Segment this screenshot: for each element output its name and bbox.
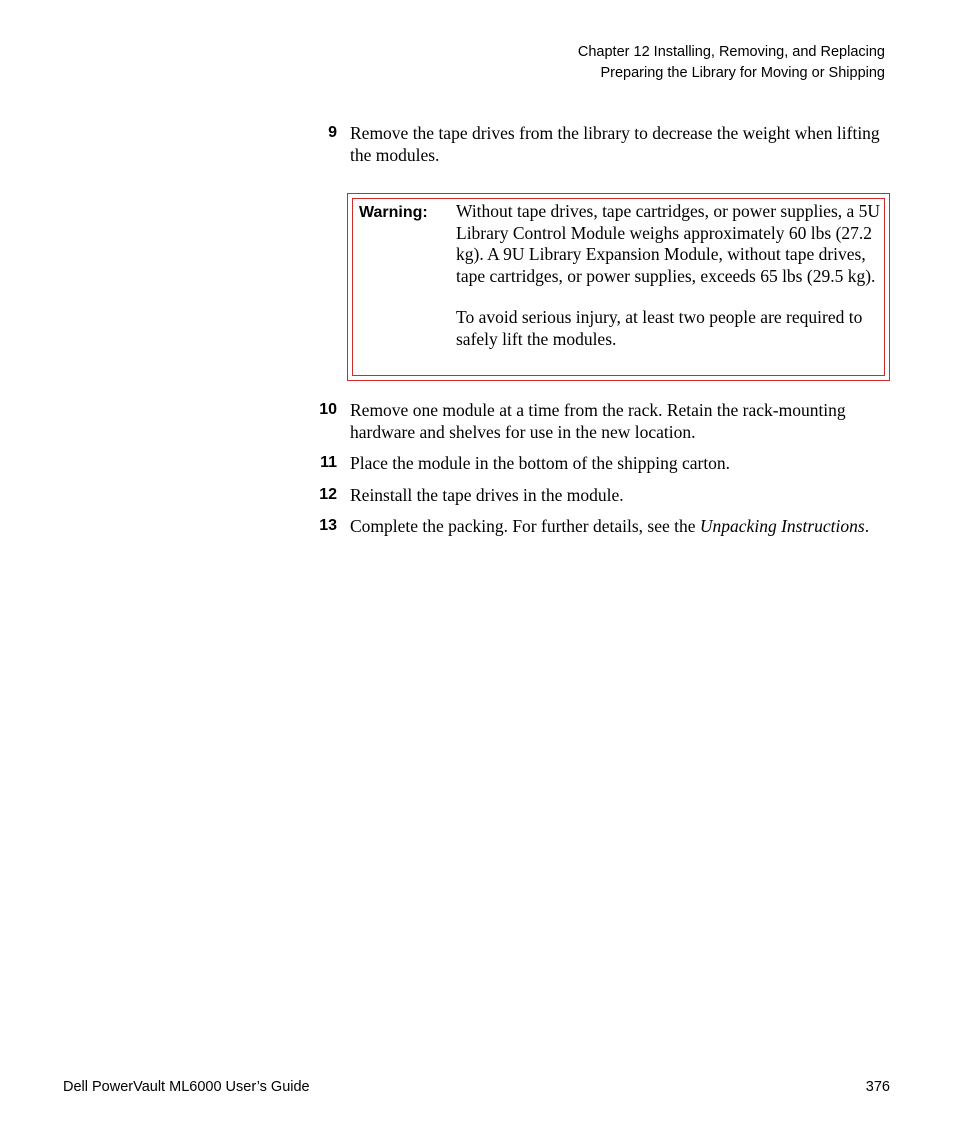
step-10: [300, 399, 892, 443]
step-number: 13: [319, 517, 337, 534]
step-text: Remove one module at a time from the rack. Retain the rack-mounting hardware and shelves for use in the new location.: [350, 400, 846, 442]
page-number: 376: [865, 1079, 890, 1095]
step-text: Reinstall the tape drives in the module.: [350, 485, 624, 505]
step-9: [300, 122, 892, 166]
manual-reference: Unpacking Instructions: [699, 516, 865, 536]
step-text: Remove the tape drives from the library to decrease the weight when lifting the modules.: [350, 123, 880, 165]
step-text: [350, 515, 892, 537]
page-header: [578, 42, 885, 84]
warning-paragraph: To avoid serious injury, at least two people are required to safely lift the modules.: [456, 307, 863, 349]
footer-title: Dell PowerVault ML6000 User’s Guide: [63, 1079, 310, 1095]
step-number: 10: [319, 401, 337, 418]
step-number: 12: [319, 486, 337, 503]
step-text-suffix: .: [864, 516, 870, 536]
step-number: 11: [320, 454, 337, 471]
step-text: Place the module in the bottom of the shipping carton.: [350, 453, 731, 473]
warning-paragraph: Without tape drives, tape cartridges, or power supplies, a 5U Library Control Module weighs approximately 60 lbs (27.2 kg). A 9U Library Expansion Module, without tape drives, tape cartridges, or power supplies, exceeds 65 lbs (29.5 kg).: [456, 201, 881, 286]
section-title: Preparing the Library for Moving or Shipping: [600, 65, 885, 81]
chapter-title: Chapter 12 Installing, Removing, and Replacing: [577, 44, 885, 60]
step-text-lead: Complete the packing. For further details, see the: [350, 516, 700, 536]
step-12: [300, 484, 892, 506]
step-11: [300, 452, 892, 474]
step-13: [300, 515, 892, 537]
step-number: 9: [328, 124, 337, 141]
warning-label: Warning:: [359, 204, 428, 221]
warning-body: [456, 201, 881, 370]
